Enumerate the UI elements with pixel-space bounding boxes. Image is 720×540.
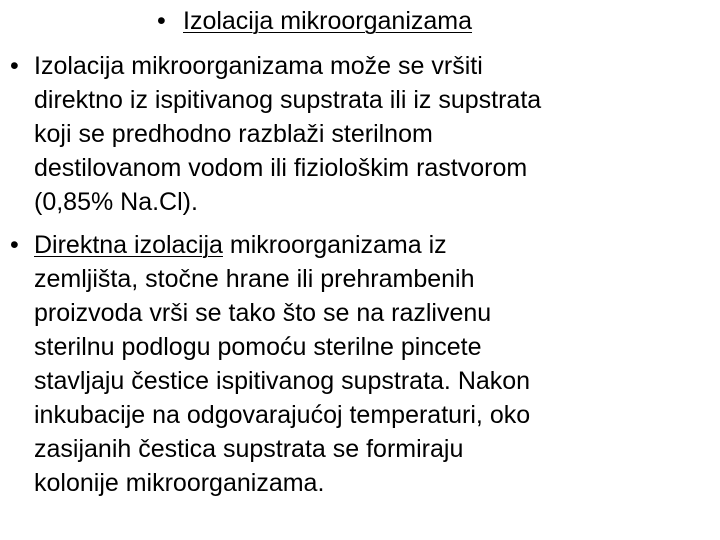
bullet-2-line-3: proizvoda vrši se tako što se na razlivenu (34, 299, 492, 327)
bullet-2-line-5: stavljaju čestice ispitivanog supstrata. Nakon (34, 367, 531, 395)
bullet-1-glyph: • (10, 52, 19, 80)
bullet-2-lead-rest: mikroorganizama iz (222, 231, 447, 259)
bullet-1-line-3: koji se predhodno razblaži sterilnom (34, 120, 433, 148)
bullet-2-lead-underlined: Direktna izolacija (34, 231, 223, 259)
bullet-1-line-1: Izolacija mikroorganizama može se vršiti (34, 52, 483, 80)
slide-title: Izolacija mikroorganizama (183, 7, 473, 35)
bullet-2-line-6: inkubacije na odgovarajućoj temperaturi, oko (34, 401, 531, 429)
title-bullet: • (157, 7, 166, 35)
bullet-2-glyph: • (10, 231, 19, 259)
bullet-1-line-5: (0,85% Na.Cl). (34, 188, 198, 216)
bullet-2-line-1 (34, 229, 447, 261)
bullet-1-line-4: destilovanom vodom ili fiziološkim rastvorom (34, 154, 528, 182)
bullet-2-line-8: kolonije mikroorganizama. (34, 469, 325, 497)
bullet-2-line-7: zasijanih čestica supstrata se formiraju (34, 435, 464, 463)
bullet-2-line-2: zemljišta, stočne hrane ili prehrambenih (34, 265, 475, 293)
bullet-2-line-4: sterilnu podlogu pomoću sterilne pincete (34, 333, 482, 361)
bullet-1-line-2: direktno iz ispitivanog supstrata ili iz supstrata (34, 86, 542, 114)
